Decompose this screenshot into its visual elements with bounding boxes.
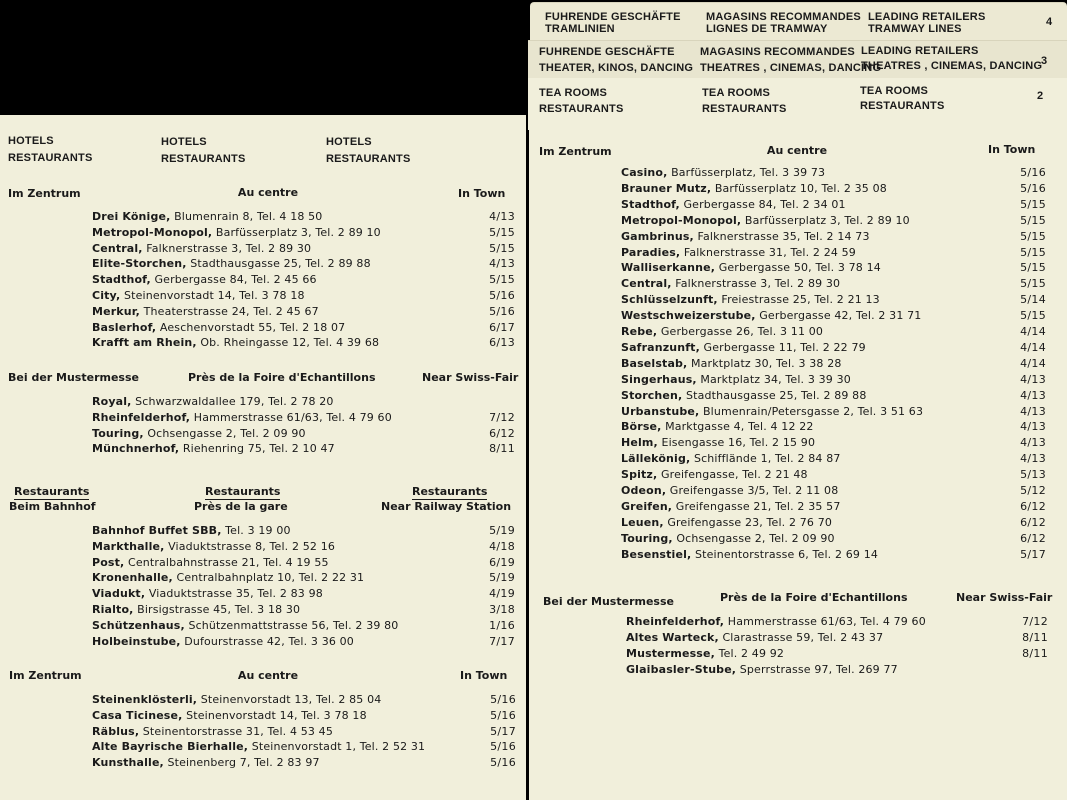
list-item — [92, 289, 305, 303]
left-s1-de: Bei der Mustermesse — [8, 371, 139, 384]
entry-address: Barfüsserplatz 10, Tel. 2 35 08 — [711, 181, 887, 195]
entry-address: Marktgasse 4, Tel. 4 12 22 — [661, 420, 814, 434]
entry-page-ref: 4/13 — [489, 257, 515, 271]
list-item — [626, 663, 898, 677]
entry-address: Viaduktstrasse 35, Tel. 2 83 98 — [145, 587, 323, 601]
entry-page-ref: 5/15 — [1020, 213, 1046, 227]
entry-name: Baselstab, — [621, 356, 688, 370]
entry-page-ref: 5/19 — [489, 524, 515, 537]
entry-name: Casino, — [621, 166, 668, 179]
list-item — [621, 373, 851, 387]
entry-page-ref: 8/11 — [489, 442, 515, 456]
entry-page-ref: 6/17 — [489, 320, 515, 334]
entry-name: Bahnhof Buffet SBB, — [92, 524, 222, 537]
entry-page-ref: 6/19 — [489, 555, 515, 569]
entry-address: Falknerstrasse 31, Tel. 2 24 59 — [680, 245, 856, 259]
entry-address: Eisengasse 16, Tel. 2 15 90 — [657, 436, 816, 450]
left-s0-en: In Town — [458, 187, 506, 200]
entry-address: Ochsengasse 2, Tel. 2 09 90 — [672, 531, 835, 545]
list-item — [621, 182, 887, 196]
list-item — [92, 587, 323, 601]
entry-page-ref: 4/13 — [1020, 436, 1046, 450]
entry-address: Stadthausgasse 25, Tel. 2 89 88 — [186, 257, 371, 271]
list-item — [92, 336, 379, 350]
entry-name: Greifen, — [621, 499, 673, 513]
entry-name: Metropol-Monopol, — [92, 225, 213, 239]
entry-name: Börse, — [621, 420, 662, 434]
entry-page-ref: 5/15 — [1020, 245, 1046, 259]
entry-page-ref: 4/13 — [1020, 388, 1046, 402]
entry-page-ref: 5/15 — [1020, 277, 1046, 291]
right-s1-fr: Près de la Foire d'Echantillons — [720, 591, 908, 604]
entry-address: Steinentorstrasse 6, Tel. 2 69 14 — [691, 547, 878, 561]
entry-name: Storchen, — [621, 388, 683, 402]
entry-address: Schwarzwaldallee 179, Tel. 2 78 20 — [131, 395, 334, 408]
entry-name: Drei Könige, — [92, 210, 171, 223]
entry-address: Barfüsserplatz, Tel. 3 39 73 — [667, 166, 826, 179]
entry-page-ref: 1/16 — [489, 618, 515, 632]
entry-address: Birsigstrasse 45, Tel. 3 18 30 — [133, 603, 301, 616]
entry-address: Blumenrain/Petersgasse 2, Tel. 3 51 63 — [699, 404, 924, 418]
list-item — [92, 524, 291, 538]
left-s3-en: In Town — [460, 669, 508, 682]
tab4-col3-line2: TRAMWAY LINES — [868, 23, 962, 35]
list-item — [92, 540, 335, 554]
list-item — [92, 571, 364, 585]
entry-page-ref: 6/12 — [1020, 515, 1046, 529]
entry-address: Greifengasse, Tel. 2 21 48 — [657, 468, 808, 482]
list-item — [621, 548, 878, 562]
list-item — [621, 166, 825, 180]
entry-name: Post, — [92, 555, 125, 569]
entry-page-ref: 4/14 — [1020, 356, 1046, 370]
left-s2-kicker-3: Restaurants — [412, 485, 488, 498]
list-item — [92, 427, 306, 441]
entry-name: Alte Bayrische Bierhalle, — [92, 740, 249, 754]
list-item — [92, 635, 354, 649]
list-item — [626, 631, 883, 645]
entry-name: Elite-Storchen, — [92, 257, 187, 271]
list-item — [621, 420, 814, 434]
entry-page-ref: 4/13 — [1020, 420, 1046, 434]
entry-name: Walliserkanne, — [621, 261, 716, 275]
entry-name: Urbanstube, — [621, 404, 700, 418]
left-s1-en: Near Swiss-Fair — [422, 371, 519, 384]
list-item — [621, 198, 846, 212]
left-s2-kicker-2: Restaurants — [205, 485, 281, 498]
entry-name: Krafft am Rhein, — [92, 336, 197, 350]
entry-name: City, — [92, 289, 121, 302]
entry-page-ref: 7/17 — [489, 634, 515, 648]
entry-page-ref: 5/15 — [1020, 309, 1046, 323]
entry-name: Casa Ticinese, — [92, 708, 183, 722]
entry-page-ref: 5/13 — [1020, 468, 1046, 482]
left-header-col1-line1: HOTELS — [8, 135, 54, 147]
entry-address: Steinenberg 7, Tel. 2 83 97 — [163, 756, 320, 770]
left-s3-fr: Au centre — [237, 669, 299, 682]
list-item — [92, 556, 329, 570]
entry-address: Steinenvorstadt 14, Tel. 3 78 18 — [120, 289, 305, 302]
entry-name: Singerhaus, — [621, 372, 697, 386]
list-item — [92, 411, 392, 425]
entry-name: Räblus, — [92, 724, 140, 738]
list-item — [626, 647, 784, 661]
tab3-col1-line2: THEATER, KINOS, DANCING — [539, 62, 694, 74]
entry-name: Markthalle, — [92, 539, 165, 553]
entry-name: Rebe, — [621, 325, 658, 338]
entry-name: Leuen, — [621, 515, 664, 529]
entry-page-ref: 5/16 — [1020, 166, 1046, 179]
entry-name: Spitz, — [621, 468, 658, 482]
tab4-col1-line1: FUHRENDE GESCHÄFTE — [545, 11, 681, 23]
entry-address: Greifengasse 3/5, Tel. 2 11 08 — [666, 484, 839, 497]
entry-page-ref: 6/12 — [1020, 531, 1046, 545]
left-header-col3-line2: RESTAURANTS — [326, 153, 411, 165]
left-header-col3-line1: HOTELS — [326, 136, 372, 148]
entry-address: Schützenmattstrasse 56, Tel. 2 39 80 — [184, 618, 399, 632]
list-item — [621, 500, 840, 514]
right-s1-en: Near Swiss-Fair — [956, 591, 1053, 604]
entry-name: Rheinfelderhof, — [626, 615, 725, 628]
entry-name: Stadthof, — [92, 273, 151, 287]
right-s0-en: In Town — [988, 143, 1036, 156]
tab2-col2-line1: TEA ROOMS — [702, 87, 771, 99]
entry-page-ref: 8/11 — [1022, 647, 1048, 660]
entry-page-ref: 5/17 — [1020, 547, 1046, 561]
entry-address: Steinenvorstadt 14, Tel. 3 78 18 — [182, 708, 367, 722]
entry-name: Lällekönig, — [621, 452, 691, 466]
entry-page-ref: 5/15 — [1020, 261, 1046, 275]
entry-page-ref: 5/14 — [1020, 293, 1046, 307]
entry-address: Clarastrasse 59, Tel. 2 43 37 — [718, 631, 884, 644]
list-item — [92, 257, 371, 271]
list-item — [92, 226, 381, 240]
tab3-col3-line2: THEATRES , CINEMAS, DANCING — [861, 60, 1043, 72]
entry-address: Gerbergasse 84, Tel. 2 45 66 — [150, 273, 317, 287]
entry-name: Rheinfelderhof, — [92, 410, 191, 424]
list-item — [621, 325, 823, 339]
entry-page-ref: 5/16 — [490, 740, 516, 754]
tab2-col2-line2: RESTAURANTS — [702, 103, 787, 115]
right-s0-de: Im Zentrum — [539, 145, 612, 158]
entry-address: Dufourstrasse 42, Tel. 3 36 00 — [180, 634, 354, 648]
left-s2-en: Near Railway Station — [381, 500, 512, 513]
entry-address: Gerbergasse 26, Tel. 3 11 00 — [657, 325, 824, 338]
list-item — [621, 516, 832, 530]
entry-name: Gambrinus, — [621, 229, 694, 243]
entry-address: Tel. 3 19 00 — [221, 524, 291, 537]
entry-name: Rialto, — [92, 603, 134, 616]
entry-address: Riehenring 75, Tel. 2 10 47 — [179, 442, 335, 456]
entry-address: Greifengasse 23, Tel. 2 76 70 — [663, 515, 833, 529]
entry-page-ref: 5/16 — [1020, 181, 1046, 195]
tab2-col3-line1: TEA ROOMS — [860, 85, 929, 97]
entry-page-ref: 8/11 — [1022, 631, 1048, 644]
list-item — [92, 725, 333, 739]
list-item — [92, 242, 311, 256]
entry-name: Touring, — [621, 531, 673, 545]
entry-address: Steinentorstrasse 31, Tel. 4 53 45 — [139, 724, 333, 738]
entry-name: Metropol-Monopol, — [621, 213, 742, 227]
entry-name: Westschweizerstube, — [621, 309, 756, 323]
entry-page-ref: 6/13 — [489, 336, 515, 350]
tab3-number: 3 — [1041, 55, 1048, 67]
entry-name: Kronenhalle, — [92, 571, 173, 585]
entry-name: Odeon, — [621, 484, 667, 497]
entry-name: Paradies, — [621, 245, 681, 259]
entry-address: Marktplatz 34, Tel. 3 39 30 — [696, 372, 851, 386]
entry-address: Hammerstrasse 61/63, Tel. 4 79 60 — [724, 615, 926, 628]
entry-address: Aeschenvorstadt 55, Tel. 2 18 07 — [156, 320, 346, 334]
list-item — [92, 603, 300, 617]
entry-name: Central, — [92, 241, 143, 255]
list-item — [92, 395, 334, 409]
entry-address: Ochsengasse 2, Tel. 2 09 90 — [143, 426, 306, 440]
entry-page-ref: 4/13 — [1020, 404, 1046, 418]
entry-address: Hammerstrasse 61/63, Tel. 4 79 60 — [190, 410, 392, 424]
tab4-col3-line1: LEADING RETAILERS — [868, 11, 986, 23]
entry-address: Centralbahnplatz 10, Tel. 2 22 31 — [172, 571, 365, 585]
entry-name: Altes Warteck, — [626, 631, 719, 644]
list-item — [621, 389, 866, 403]
entry-address: Barfüsserplatz 3, Tel. 2 89 10 — [741, 213, 910, 227]
entry-page-ref: 3/18 — [489, 603, 515, 616]
entry-address: Theaterstrasse 24, Tel. 2 45 67 — [140, 304, 319, 318]
list-item — [621, 261, 881, 275]
entry-name: Kunsthalle, — [92, 756, 164, 770]
entry-page-ref: 5/15 — [1020, 229, 1046, 243]
entry-address: Falknerstrasse 3, Tel. 2 89 30 — [671, 277, 841, 291]
right-s0-fr: Au centre — [766, 144, 828, 157]
tab4-col2-line2: LIGNES DE TRAMWAY — [706, 23, 828, 35]
entry-page-ref: 5/12 — [1020, 484, 1046, 497]
entry-address: Viaduktstrasse 8, Tel. 2 52 16 — [164, 539, 335, 553]
entry-name: Central, — [621, 277, 672, 291]
entry-page-ref: 5/17 — [490, 724, 516, 738]
entry-address: Freiestrasse 25, Tel. 2 21 13 — [717, 293, 880, 307]
entry-name: Helm, — [621, 436, 658, 450]
entry-name: Glaibasler-Stube, — [626, 663, 737, 676]
list-item — [621, 357, 842, 371]
entry-name: Schlüsselzunft, — [621, 293, 718, 307]
left-s2-de: Beim Bahnhof — [9, 500, 96, 513]
entry-page-ref: 5/16 — [489, 289, 515, 302]
list-item — [92, 210, 322, 224]
entry-page-ref: 5/16 — [490, 756, 516, 770]
tab4-col2-line1: MAGASINS RECOMMANDES — [706, 11, 861, 23]
entry-address: Sperrstrasse 97, Tel. 269 77 — [736, 663, 898, 676]
list-item — [92, 619, 398, 633]
entry-name: Mustermesse, — [626, 647, 715, 660]
list-item — [621, 341, 866, 355]
entry-address: Schifflände 1, Tel. 2 84 87 — [690, 452, 841, 466]
list-item — [92, 756, 320, 770]
entry-page-ref: 4/13 — [489, 210, 515, 223]
entry-address: Marktplatz 30, Tel. 3 38 28 — [687, 356, 842, 370]
list-item — [92, 740, 425, 754]
tab3-col2-line1: MAGASINS RECOMMANDES — [700, 46, 855, 58]
left-s0-de: Im Zentrum — [8, 187, 81, 200]
entry-address: Greifengasse 21, Tel. 2 35 57 — [672, 499, 841, 513]
entry-address: Centralbahnstrasse 21, Tel. 4 19 55 — [124, 555, 329, 569]
list-item — [621, 214, 910, 228]
entry-name: Brauner Mutz, — [621, 181, 712, 195]
list-item — [626, 615, 926, 629]
entry-page-ref: 4/13 — [1020, 372, 1046, 386]
entry-page-ref: 4/14 — [1020, 325, 1046, 338]
entry-name: Merkur, — [92, 304, 141, 318]
entry-page-ref: 5/15 — [489, 225, 515, 239]
tab4-col1-line2: TRAMLINIEN — [545, 23, 615, 35]
list-item — [621, 532, 835, 546]
entry-page-ref: 5/15 — [489, 241, 515, 255]
entry-address: Barfüsserplatz 3, Tel. 2 89 10 — [212, 225, 381, 239]
list-item — [92, 305, 319, 319]
list-item — [621, 246, 856, 260]
tab2-col1-line1: TEA ROOMS — [539, 87, 608, 99]
entry-name: Steinenklösterli, — [92, 693, 198, 706]
left-header-col2-line1: HOTELS — [161, 136, 207, 148]
entry-address: Steinenvorstadt 13, Tel. 2 85 04 — [197, 693, 382, 706]
entry-address: Gerbergasse 84, Tel. 2 34 01 — [679, 197, 846, 211]
entry-page-ref: 5/15 — [1020, 197, 1046, 211]
entry-address: Gerbergasse 42, Tel. 2 31 71 — [755, 309, 922, 323]
list-item — [92, 442, 335, 456]
entry-page-ref: 5/19 — [489, 571, 515, 585]
left-s3-de: Im Zentrum — [9, 669, 82, 682]
list-item — [92, 321, 345, 335]
entry-name: Schützenhaus, — [92, 618, 185, 632]
tab4-number: 4 — [1046, 16, 1053, 28]
entry-page-ref: 5/15 — [489, 273, 515, 287]
entry-page-ref: 4/18 — [489, 539, 515, 553]
entry-address: Falknerstrasse 3, Tel. 2 89 30 — [142, 241, 312, 255]
entry-page-ref: 6/12 — [1020, 499, 1046, 513]
list-item — [621, 405, 923, 419]
entry-page-ref: 7/12 — [489, 410, 515, 424]
entry-page-ref: 4/13 — [1020, 452, 1046, 466]
entry-address: Ob. Rheingasse 12, Tel. 4 39 68 — [196, 336, 380, 350]
list-item — [621, 468, 808, 482]
right-s1-de: Bei der Mustermesse — [543, 595, 674, 608]
entry-name: Stadthof, — [621, 197, 680, 211]
left-s0-fr: Au centre — [237, 186, 299, 199]
entry-page-ref: 5/16 — [490, 708, 516, 722]
list-item — [621, 452, 841, 466]
entry-page-ref: 6/12 — [489, 426, 515, 440]
entry-address: Steinenvorstadt 1, Tel. 2 52 31 — [248, 740, 426, 754]
left-header-col1-line2: RESTAURANTS — [8, 152, 93, 164]
entry-address: Falknerstrasse 35, Tel. 2 14 73 — [693, 229, 870, 243]
tab3-col1-line1: FUHRENDE GESCHÄFTE — [539, 46, 675, 58]
tab2-number: 2 — [1037, 90, 1044, 102]
list-item — [621, 293, 880, 307]
entry-name: Safranzunft, — [621, 340, 700, 354]
tab2-col1-line2: RESTAURANTS — [539, 103, 624, 115]
list-item — [621, 230, 870, 244]
entry-name: Baslerhof, — [92, 320, 157, 334]
list-item — [621, 436, 815, 450]
entry-name: Besenstiel, — [621, 547, 692, 561]
left-header-col2-line2: RESTAURANTS — [161, 153, 246, 165]
left-s1-fr: Près de la Foire d'Echantillons — [188, 371, 376, 384]
list-item — [621, 309, 921, 323]
entry-name: Münchnerhof, — [92, 442, 180, 456]
entry-address: Tel. 2 49 92 — [714, 647, 785, 660]
entry-address: Gerbergasse 11, Tel. 2 22 79 — [699, 340, 866, 354]
entry-name: Touring, — [92, 426, 144, 440]
entry-name: Royal, — [92, 395, 132, 408]
entry-page-ref: 7/12 — [1022, 615, 1048, 628]
entry-page-ref: 5/16 — [490, 693, 516, 706]
tab2-col3-line2: RESTAURANTS — [860, 100, 945, 112]
entry-address: Blumenrain 8, Tel. 4 18 50 — [170, 210, 323, 223]
list-item — [621, 484, 838, 498]
entry-page-ref: 5/16 — [489, 304, 515, 318]
left-s2-fr: Près de la gare — [194, 500, 288, 513]
tab3-col2-line2: THEATRES , CINEMAS, DANCING — [700, 62, 882, 74]
entry-page-ref: 4/19 — [489, 587, 515, 601]
entry-page-ref: 4/14 — [1020, 340, 1046, 354]
left-s2-kicker-1: Restaurants — [14, 485, 90, 498]
list-item — [92, 693, 381, 707]
list-item — [92, 273, 317, 287]
list-item — [621, 277, 840, 291]
tab3-col3-line1: LEADING RETAILERS — [861, 45, 979, 57]
entry-name: Holbeinstube, — [92, 634, 181, 648]
entry-name: Viadukt, — [92, 587, 146, 601]
entry-address: Stadthausgasse 25, Tel. 2 89 88 — [682, 388, 867, 402]
list-item — [92, 709, 367, 723]
entry-address: Gerbergasse 50, Tel. 3 78 14 — [715, 261, 881, 275]
